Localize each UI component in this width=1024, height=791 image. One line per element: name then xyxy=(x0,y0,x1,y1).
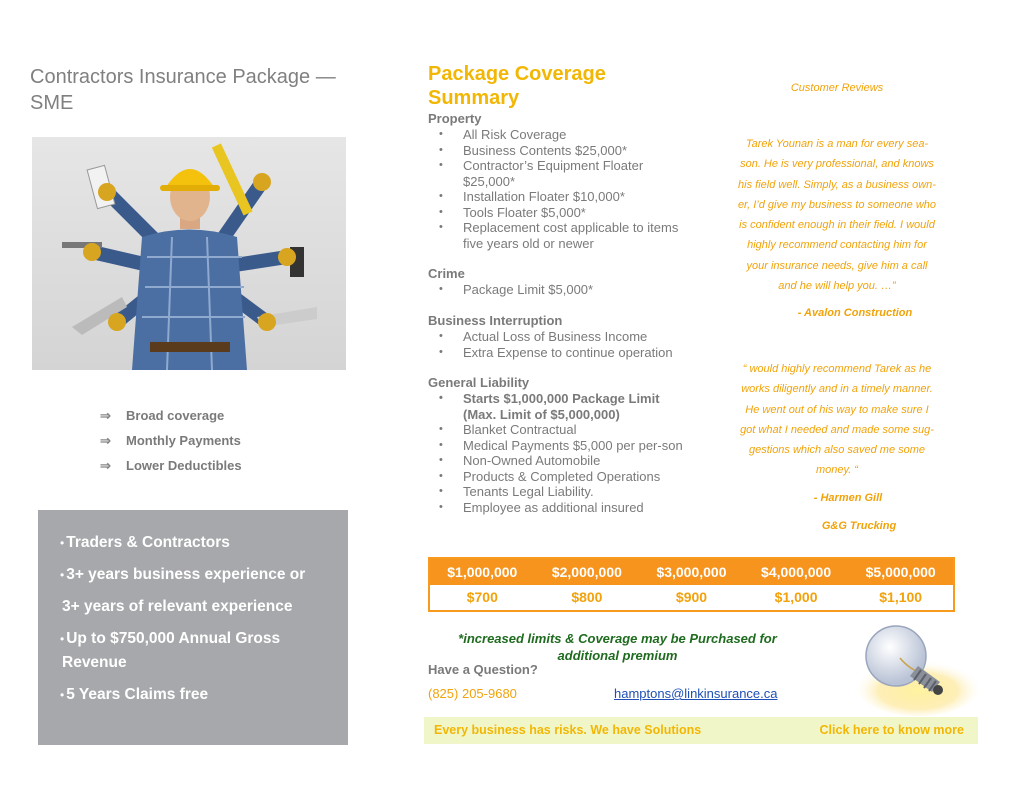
limit-cell: $5,000,000 xyxy=(865,564,936,580)
benefit-list xyxy=(100,403,360,478)
list-item: • Replacement cost applicable to items five years old or newer xyxy=(428,220,683,251)
pricing-header-row xyxy=(430,559,953,585)
review-quote: Tarek Younan is a man for every sea- son. He is very professional, and knows his field well. Simply, as a business own- er, I’d give my business to someone who is confident enough in their field. I would highly recommend contacting him for your insurance needs, give him a call and he will help you. …” xyxy=(737,138,937,293)
review-author: - Avalon Construction xyxy=(797,307,913,319)
arrow-icon: ⇒ xyxy=(100,407,111,423)
arrow-icon: ⇒ xyxy=(100,457,111,473)
section-title-property: Property xyxy=(428,111,482,126)
benefit-item xyxy=(100,403,360,428)
reviews-heading: Customer Reviews xyxy=(790,82,884,94)
review-quote: “ would highly recommend Tarek as he works diligently and in a timely manner. He went out of his way to make sure I got what I needed and made some sug- gestions which also saved me some money. “ xyxy=(740,363,934,477)
light-bulb-image xyxy=(838,618,978,718)
coverage-title: Package Coverage Summary xyxy=(428,63,606,109)
premium-cell: $900 xyxy=(675,589,708,605)
list-item: • Extra Expense to continue operation xyxy=(428,345,683,361)
eligibility-item: Revenue xyxy=(62,654,127,671)
light-bulb-icon xyxy=(838,618,978,718)
premium-cell: $800 xyxy=(571,589,603,605)
eligibility-box xyxy=(38,510,348,745)
list-item: • Actual Loss of Business Income xyxy=(428,329,683,345)
list-item: • Business Contents $25,000* xyxy=(428,143,683,159)
review-author: - Harmen Gill xyxy=(813,492,883,504)
list-item: • All Risk Coverage xyxy=(428,127,683,143)
benefit-label: Lower Deductibles xyxy=(126,458,242,473)
pricing-value-row xyxy=(430,585,953,610)
benefit-item xyxy=(100,428,360,453)
eligibility-item: • Up to $750,000 Annual Gross xyxy=(60,630,281,647)
business-interruption-list xyxy=(428,329,683,360)
footer-bar xyxy=(424,717,978,744)
limit-cell: $4,000,000 xyxy=(761,564,832,580)
list-item: • Starts $1,000,000 Package Limit (Max. Limit of $5,000,000) xyxy=(428,391,683,422)
premium-cell: $1,000 xyxy=(774,589,818,605)
eligibility-item: • Traders & Contractors xyxy=(60,534,230,551)
property-list xyxy=(428,127,683,251)
list-item: • Non-Owned Automobile xyxy=(428,453,683,469)
premium-cell: $1,100 xyxy=(879,589,923,605)
know-more-link[interactable]: Click here to know more xyxy=(819,723,964,737)
section-title-crime: Crime xyxy=(428,266,465,281)
tagline: Every business has risks. We have Solutions xyxy=(434,723,702,737)
list-item: • Products & Completed Operations xyxy=(428,469,683,485)
benefit-label: Monthly Payments xyxy=(126,433,241,448)
limit-cell: $3,000,000 xyxy=(656,564,727,580)
crime-list xyxy=(428,282,683,298)
list-item: • Blanket Contractual xyxy=(428,422,683,438)
limit-cell: $1,000,000 xyxy=(447,564,518,580)
contractor-illustration xyxy=(32,137,346,370)
contractor-photo xyxy=(32,137,346,370)
pricing-table xyxy=(428,557,955,612)
increased-limits-note: *increased limits & Coverage may be Purchased for additional premium xyxy=(458,631,777,663)
list-item: • Package Limit $5,000* xyxy=(428,282,683,298)
list-item: • Employee as additional insured xyxy=(428,500,683,516)
email-link[interactable]: hamptons@linkinsurance.ca xyxy=(614,686,778,701)
eligibility-item: 3+ years of relevant experience xyxy=(62,598,293,615)
eligibility-item: • 5 Years Claims free xyxy=(60,686,209,703)
page-title: Contractors Insurance Package — SME xyxy=(30,66,336,114)
list-item: • Installation Floater $10,000* xyxy=(428,189,683,205)
arrow-icon: ⇒ xyxy=(100,432,111,448)
general-liability-list xyxy=(428,391,683,515)
premium-cell: $700 xyxy=(466,589,498,605)
list-item: • Medical Payments $5,000 per per-son xyxy=(428,438,683,454)
list-item: • Tools Floater $5,000* xyxy=(428,205,683,221)
review-company: G&G Trucking xyxy=(821,520,897,532)
eligibility-item: • 3+ years business experience or xyxy=(60,566,306,583)
list-item: • Contractor’s Equipment Floater $25,000* xyxy=(428,158,683,189)
question-heading: Have a Question? xyxy=(428,662,538,677)
phone-number[interactable]: (825) 205-9680 xyxy=(428,686,517,701)
benefit-item xyxy=(100,453,360,478)
list-item: • Tenants Legal Liability. xyxy=(428,484,683,500)
benefit-label: Broad coverage xyxy=(126,408,225,423)
section-title-business-interruption: Business Interruption xyxy=(428,313,563,328)
section-title-general-liability: General Liability xyxy=(428,375,530,390)
limit-cell: $2,000,000 xyxy=(551,564,622,580)
